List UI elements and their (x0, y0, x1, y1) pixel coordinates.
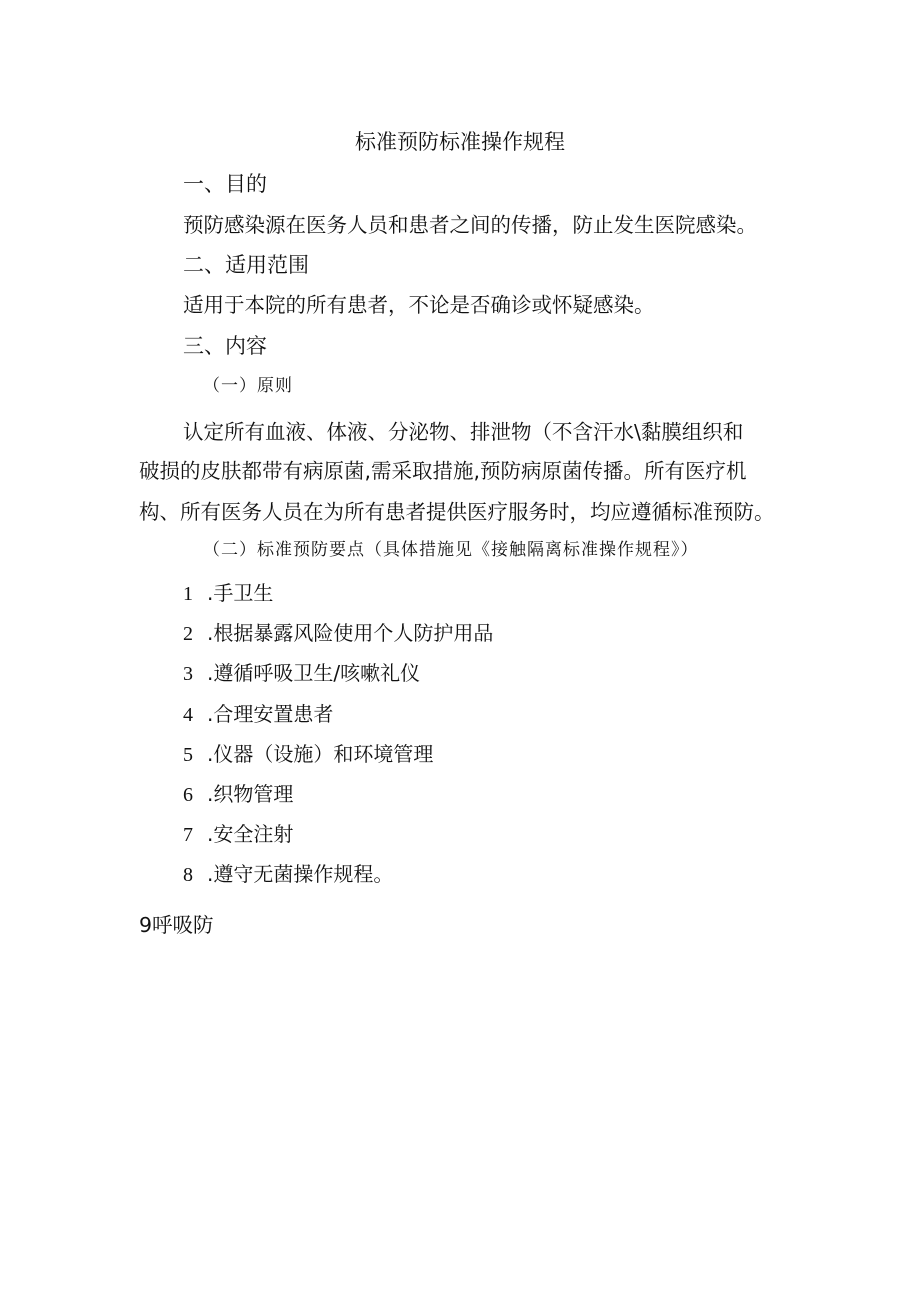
section-heading-content: 三、内容 (183, 334, 267, 358)
list-item-number: 1 (183, 583, 193, 605)
list-item (183, 661, 420, 686)
principle-line: 构、所有医务人员在为所有患者提供医疗服务时，均应遵循标准预防。 (139, 500, 775, 524)
list-item-text: .遵循呼吸卫生/咳嗽礼仪 (207, 661, 421, 685)
list-item-number: 2 (183, 623, 193, 645)
list-item-number: 6 (183, 784, 193, 806)
scope-text: 适用于本院的所有患者，不论是否确诊或怀疑感染。 (183, 293, 655, 317)
list-item-number: 5 (183, 744, 193, 766)
list-item (183, 782, 293, 807)
list-item (183, 862, 393, 887)
section-heading-purpose: 一、目的 (183, 172, 267, 196)
principle-heading: （一）原则 (203, 376, 293, 396)
document-title: 标准预防标准操作规程 (355, 130, 565, 154)
list-item (183, 621, 493, 646)
list-item (183, 742, 433, 767)
list-item (183, 822, 293, 847)
list-item-text: .合理安置患者 (207, 702, 334, 726)
list-item-text: .仪器（设施）和环境管理 (207, 742, 434, 766)
principle-line: 破损的皮肤都带有病原菌,需采取措施,预防病原菌传播。所有医疗机 (139, 459, 747, 483)
list-item-number: 8 (183, 864, 193, 886)
list-item-text: .织物管理 (207, 782, 294, 806)
list-item-number: 7 (183, 824, 193, 846)
list-item (183, 702, 333, 727)
principle-line: 认定所有血液、体液、分泌物、排泄物（不含汗水\黏膜组织和 (183, 420, 744, 444)
section-heading-scope: 二、适用范围 (183, 253, 309, 277)
list-item-number: 3 (183, 663, 193, 685)
list-item-text: .根据暴露风险使用个人防护用品 (207, 621, 494, 645)
list-item (183, 581, 273, 606)
list-item-text: .手卫生 (207, 581, 274, 605)
trailing-text: 9呼吸防 (139, 913, 214, 937)
list-item-text: .安全注射 (207, 822, 294, 846)
purpose-text: 预防感染源在医务人员和患者之间的传播，防止发生医院感染。 (183, 213, 757, 237)
list-item-number: 4 (183, 704, 193, 726)
points-heading: （二）标准预防要点（具体措施见《接触隔离标准操作规程》） (203, 540, 699, 560)
list-item-text: .遵守无菌操作规程。 (207, 862, 394, 886)
